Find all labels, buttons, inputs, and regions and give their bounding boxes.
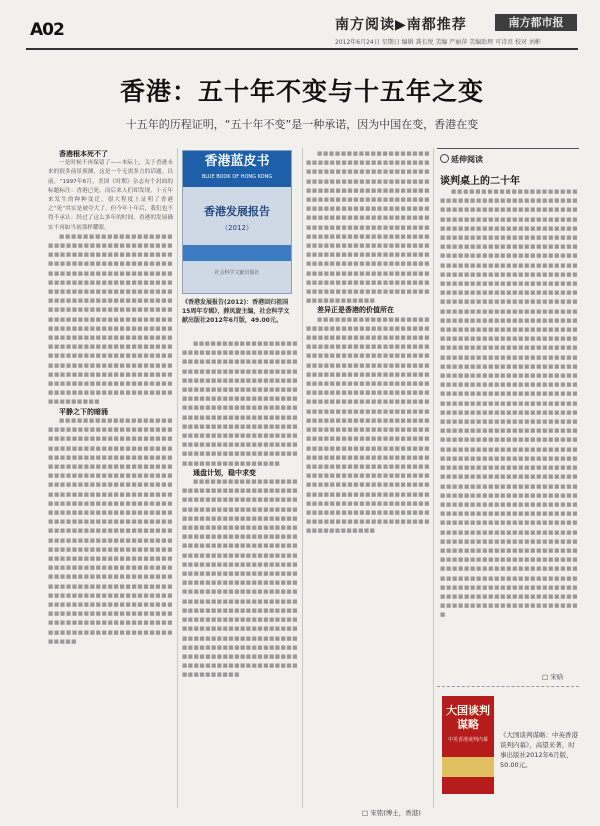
book-ad-cover-image (442, 696, 494, 794)
book-title: 香港发展报告 (204, 205, 270, 218)
book-series-band (183, 151, 291, 187)
book-publisher: 社会科学文献出版社 (214, 270, 260, 276)
ad-cover-title: 大国谈判谋略 (446, 704, 490, 731)
column-divider (302, 148, 303, 808)
book-series-en: BLUE BOOK OF HONG KONG (201, 174, 273, 180)
article-author: □ 宋铭(博士，香港) (362, 809, 421, 817)
article-column-2 (182, 340, 298, 810)
body-text-block: ■■■■■■■■■■■■■■■■■■■■■■■■■■■■■■■■■■■■■■■■■■■■■■■■■■■■■■■■■■■■■■■■■■■■■■■■■■■■■■■■■■■■■■■■■■■■■■■■■■■■■■■■■■■■■■■■■■■■■■■■■■■■■■■■■■■■■■■■■■■■■■■■■■■■■■■■■■■■■■■■■■■■■■■■■■■■■■■■■■■■■■■■■■■■■■■■■■■■■■■■■■■■■■■■■■■■■■■■■■■■■■■■■■■■■■■■■■■■■■■■■■■■■■■■■■■■■■■■■■■■■■■■■■■■■■■■■■■■■■■■■■■■■■■■■■■■■■■■■■■■■■■■■■■■■■■■■■■■■■■■■■■■■■■■■■■■■■■■■■■■■■■■■■■■■■■■■■■■■■■■■■■■■■■■■■■■■■■■■■■■■■■■■■■■■■■■■■■■■■■■■■■■■■■■■■■■■■■■■■■■■■■■■■■■■■■■■■■■■■■■■■■■■■■■■■■■■■■■■■■■■■■■■■■■■■■■■■■■■■■■■■■■■■■■■■■■■ (306, 316, 430, 535)
body-text-block: ■■■■■■■■■■■■■■■■■■■■■■■■■■■■■■■■■■■■■■■■■■■■■■■■■■■■■■■■■■■■■■■■■■■■■■■■■■■■■■■■■■■■■■■■■■■■■■■■■■■■■■■■■■■■■■■■■■■■■■■■■■■■■■■■■■■■■■■■■■■■■■■■■■■■■■■■■■■■■■■■■■■■■■■■■■■■■■■■■■■■■■■■■■■■■■■■■■■■■■■■■■■■■■■■■■■■■■■■■■■■■■■■■■■■■■■■■■■■■■■■■■■■■■■■■■■■■■■■■■■■■■■■■■■■■■■■■■■ (182, 341, 298, 467)
article-column-1 (48, 150, 173, 810)
section-title: 南方阅读▶南都推荐 (335, 17, 467, 33)
header-rule (26, 48, 578, 50)
book-ad-caption: 《大国谈判谋略：中英香港谈判内幕》，高望来著，时事出版社2012年6月版，50.00元。 (500, 731, 578, 769)
paragraph: 一是时候不再保留了——本际上，关于香港未来的很多前景预测，这是一个无需多言的话题。以前，“1997年6月，美国《时期》杂志有个封面的标题标注：香港已死。而后来人们却发现，十五年来发生的种种变迁，很大程度上证明了香港之“死”其实是被夸大了。但今年十年后，我们也不得不承认：经过了这么多年的时间，香港的发展确实不再如当初那样耀眼。 (48, 160, 173, 231)
sidebar-column (440, 188, 578, 668)
book-cover-image (182, 150, 292, 294)
body-text-block: ■■■■■■■■■■■■■■■■■■■■■■■■■■■■■■■■■■■■■■■■■■■■■■■■■■■■■■■■■■■■■■■■■■■■■■■■■■■■■■■■■■■■■■■■■■■■■■■■■■■■■■■■■■■■■■■■■■■■■■■■■■■■■■■■■■■■■■■■■■■■■■■■■■■■■■■■■■■■■■■■■■■■■■■■■■■■■■■■■■■■■■■■■■■■■■■■■■■■■■■■■■■■■■■■■■■■■■■■■■■■■■■■■■■■■■■■■■■■■■■■■■■■■■■■■■■■■■■■■■■■■■■■■■■■■■■■■■■■■■■■■■■■■■■■■■■■■■■■■■■■■■■■■■■■■■■■■■■■■■■■■■■■■■■■■■■■■■■■■■■■■■■■■■■■■■■■■■■■■■■■■■■■■■■■■■■■■■■■■■■■■■■■■■■■■■■■■■■■■■■■■■■■■■■■■■■■■■■■■■■■■■■■■■■■ (182, 479, 298, 679)
dashed-divider (437, 686, 579, 687)
edition-meta: 2012年6月24日 星期日 编辑 龚长悦 美编 严丽萍 美编助理 可诗君 校对 刘彬 (335, 39, 541, 46)
circle-icon (440, 154, 449, 163)
section-heading: 通盘计划，稳中求变 (193, 468, 256, 477)
body-text-block: ■■■■■■■■■■■■■■■■■■■■■■■■■■■■■■■■■■■■■■■■■■■■■■■■■■■■■■■■■■■■■■■■■■■■■■■■■■■■■■■■■■■■■■■■■■■■■■■■■■■■■■■■■■■■■■■■■■■■■■■■■■■■■■■■■■■■■■■■■■■■■■■■■■■■■■■■■■■■■■■■■■■■■■■■■■■■■■■■■■■■■■■■■■■■■■■■■■■■■■■■■■■■■■■■■■■■■■■■■■■■■■■■■■■■■■■■■■■■■■■■■■■■■■■■■■■■■■■■■■■■■■■■■■■■■■■■■■■■■■■■■■■■■■■■■■■■■■■■■■■■■■■■■■■■■■■■■■■■■■■■■■■■■■■■■■■■■■■■■■■■■■■■■■■■■■■■■■■■■■■■■■■■■■■■■■■■■■■■■■■■■■■■■ (48, 233, 173, 406)
sidebar-title: 谈判桌上的二十年 (440, 176, 520, 187)
body-text-block: ■■■■■■■■■■■■■■■■■■■■■■■■■■■■■■■■■■■■■■■■■■■■■■■■■■■■■■■■■■■■■■■■■■■■■■■■■■■■■■■■■■■■■■■■■■■■■■■■■■■■■■■■■■■■■■■■■■■■■■■■■■■■■■■■■■■■■■■■■■■■■■■■■■■■■■■■■■■■■■■■■■■■■■■■■■■■■■■■■■■■■■■■■■■■■■■■■■■■■■■■■■■■■■■■■■■■■■■■■■■■■■■■■■■■■■■■■■■■■■■■■■■■■■■■■■■■■■■■■■■■■■■■■■■■■■■■■■■■■■■■■■■■■■■■■■■■■■■■■■■■■■■■■■■■■■■■■■■■■■■■■■■■■■■■■■■■■■■■■■■■■■■■■■ (306, 151, 430, 305)
brand-logo: 南方都市报 (495, 14, 577, 31)
book-caption: 《香港发展报告(2012)：香港回归祖国15周年专辑》，薛凤旋主编，社会科学文献出版社2012年6月版，49.00元。 (182, 299, 290, 324)
sidebar-header-label: 延伸阅读 (451, 155, 483, 164)
article-column-3 (306, 150, 430, 802)
body-text-block: ■■■■■■■■■■■■■■■■■■■■■■■■■■■■■■■■■■■■■■■■■■■■■■■■■■■■■■■■■■■■■■■■■■■■■■■■■■■■■■■■■■■■■■■■■■■■■■■■■■■■■■■■■■■■■■■■■■■■■■■■■■■■■■■■■■■■■■■■■■■■■■■■■■■■■■■■■■■■■■■■■■■■■■■■■■■■■■■■■■■■■■■■■■■■■■■■■■■■■■■■■■■■■■■■■■■■■■■■■■■■■■■■■■■■■■■■■■■■■■■■■■■■■■■■■■■■■■■■■■■■■■■■■■■■■■■■■■■■■■■■■■■■■■■■■■■■■■■■■■■■■■■■■■■■■■■■■■■■■■■■■■■■■■■■■■■■■■■■■■■■■■■■■■■■■■■■■■■■■■■■■■■■■■■■■■■■■■■■■■■■■■■■■■■■■■■■■■■■■■■■■■■■■■■■■■■■■■■■■■■■■■■■■■■■■■■■■■■■■■■■■■■■■■■■■■■■■■■■■■■■■■■■■■■■■■■■■■■■■■■■■■■■■■■■■■■■■■■■■■■■■■■■■■■■■■■■■■■■■■■■■■■■■■■■■■■■■■■■■■■■■■■■■■■■■■■■■■■■■■■■■■■■■■■■■■■■■■■■■■■■■■■■■■■■■■■■■■■■■■■■■■■■■■■■■■■■■■■■■■■■■■■■■■■■■■■■■■■■■■■■■■■■■■■■■■■■■■■■■■■■■■■■■■■■■■■■■■■■■■■■■■■■■■■■■■■■■■■■■■■■■■■■■■■■■■■■■■■■■■■■■■■■■■■■■■■■■■■■■■■■■■■■■■■■■■■■■■■■■■■■■■■■■■■■■■■■■■■■■■■■■■■■■■■■■■■■■■■■■■■■■■■■■■■■■■■■■■■■■■■■■■■■■■■■■■■■■■■■■■■■■■■■■■■■■■■■■■■■■■■■■■■■■■■■■■■■■■■■■■■■■■■■■■■■■■■■■■■■■■■■■■■■■■■■■■■■■■■■■■■■■■■■■■■■■■■■■■■■■■■■■■■■■■■■■■■■■■■■■■■■■■■■■■■■■■■■■■■■■■■■■■■■■■■■■■■■■■■■■■■■■■■■■■■■■■■■■■■■■■■■■■■■■■■■■■■■■■■■■■■■■■■■■■■■■■■■■■■■■ (440, 189, 578, 619)
sidebar-author: □ 宋晗 (542, 673, 564, 681)
book-year: （2012） (221, 224, 253, 232)
column-divider (433, 148, 434, 808)
body-text-block: ■■■■■■■■■■■■■■■■■■■■■■■■■■■■■■■■■■■■■■■■■■■■■■■■■■■■■■■■■■■■■■■■■■■■■■■■■■■■■■■■■■■■■■■■■■■■■■■■■■■■■■■■■■■■■■■■■■■■■■■■■■■■■■■■■■■■■■■■■■■■■■■■■■■■■■■■■■■■■■■■■■■■■■■■■■■■■■■■■■■■■■■■■■■■■■■■■■■■■■■■■■■■■■■■■■■■■■■■■■■■■■■■■■■■■■■■■■■■■■■■■■■■■■■■■■■■■■■■■■■■■■■■■■■■■■■■■■■■■■■■■■■■■■■■■■■■■■■■■■■■■■■■■■■■■■■■■■■■■■■■■■■■■■■■■■■■■■■■■■■■■■■■■■■■■■■■■■■■■■■■■■■■■■■■■■■■■■■■■■■■■■■■■■■■■■■■■■■■■■■■■■■■■■■■■■■■■■■■■■■■■■■■■■■■■■■■■■■■■■■■■■■■■■■■■■■■■■■■■■■■■■■■■■■■■■■■■■■■■■■■■■■■■■■■■■■■■■■■■■■■■■■■■■■ (48, 417, 173, 645)
section-heading: 平静之下的暗涌 (59, 407, 108, 416)
section-heading: 差异正是香港的价值所在 (317, 306, 394, 315)
page-number: A02 (30, 20, 64, 40)
ad-cover-stripe (442, 757, 494, 777)
headline: 香港：五十年不变与十五年之变 (119, 77, 484, 106)
sidebar-header (440, 154, 483, 165)
ad-cover-subtitle: 中英香港谈判内幕 (447, 737, 488, 743)
column-divider (177, 148, 178, 808)
book-band (183, 245, 291, 261)
sidebar-rule (437, 148, 579, 149)
book-series: 香港蓝皮书 (204, 154, 270, 169)
section-heading: 香港根本死不了 (59, 150, 108, 158)
subhead: 十五年的历程证明，“五十年不变”是一种承诺，因为中国在变，香港在变 (125, 118, 479, 131)
